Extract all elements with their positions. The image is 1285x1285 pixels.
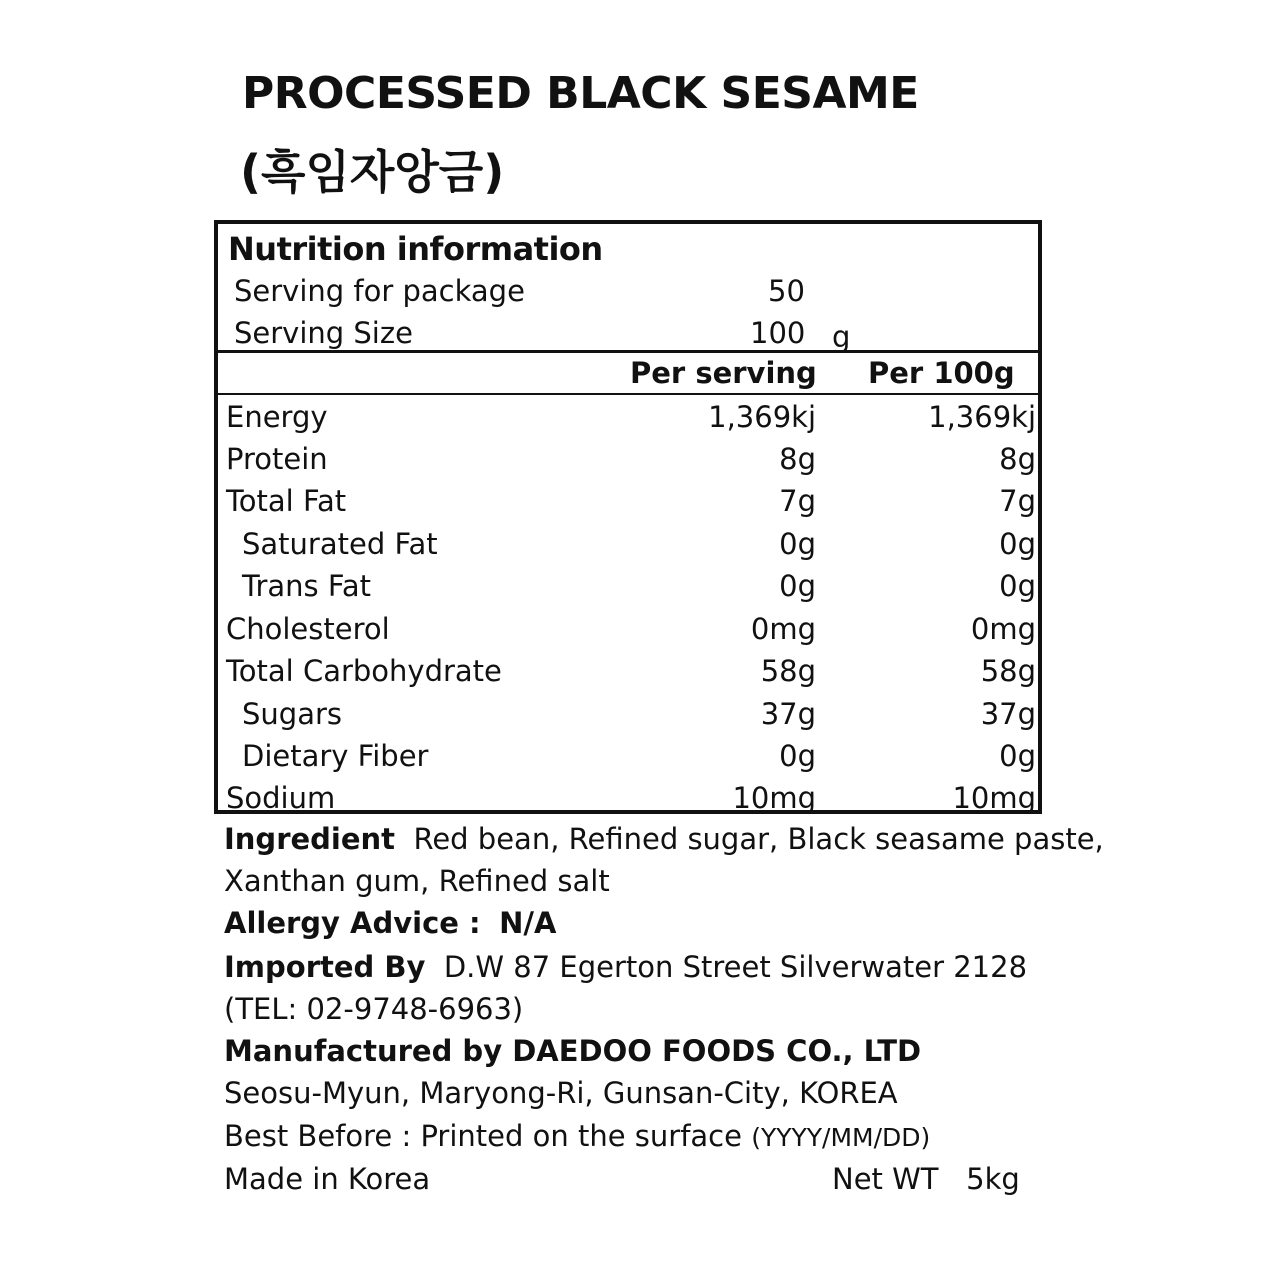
- nutrient-row-total-fat: [218, 484, 1038, 526]
- nutrient-row-dietary-fiber: [218, 739, 1038, 781]
- nutrient-label: Energy: [226, 400, 328, 434]
- nutrient-row-saturated-fat: [218, 527, 1038, 569]
- nutrient-row-total-carbohydrate: [218, 654, 1038, 696]
- nutrient-label: Saturated Fat: [242, 527, 438, 561]
- nutrient-row-sodium: [218, 781, 1038, 823]
- product-subtitle: (흑임자앙금): [240, 145, 505, 199]
- serving-size-value: 100: [750, 316, 806, 350]
- nutrient-per-100g: 1,369kj: [928, 400, 1036, 434]
- manufacturer-label: Manufactured by DAEDOO FOODS CO., LTD: [224, 1034, 922, 1068]
- net-weight: [832, 1162, 1020, 1196]
- imported-line: [224, 950, 1027, 984]
- net-weight-value: 5kg: [966, 1162, 1020, 1196]
- ingredient-line: [224, 822, 1104, 856]
- nutrition-panel-title: Nutrition information: [228, 230, 603, 268]
- nutrient-per-serving: 58g: [760, 654, 816, 688]
- nutrient-per-serving: 8g: [779, 442, 816, 476]
- imported-tel: (TEL: 02-9748-6963): [224, 992, 524, 1026]
- nutrient-per-100g: 58g: [980, 654, 1036, 688]
- nutrition-panel: [214, 220, 1042, 814]
- nutrient-per-100g: 0mg: [970, 612, 1036, 646]
- manufacturer-address: Seosu-Myun, Maryong-Ri, Gunsan-City, KOREA: [224, 1076, 898, 1110]
- allergy-line: [224, 906, 556, 940]
- nutrient-per-serving: 0g: [779, 739, 816, 773]
- nutrient-label: Cholesterol: [226, 612, 390, 646]
- nutrient-per-serving: 0g: [779, 569, 816, 603]
- panel-divider: [218, 350, 1038, 353]
- nutrient-row-energy: [218, 400, 1038, 442]
- ingredient-label: Ingredient: [224, 822, 396, 856]
- nutrient-per-100g: 10mg: [952, 781, 1036, 815]
- serving-for-package-value: 50: [768, 274, 805, 308]
- imported-label: Imported By: [224, 950, 426, 984]
- column-header-per-serving: Per serving: [630, 356, 817, 390]
- best-before-format: (YYYY/MM/DD): [751, 1123, 931, 1152]
- nutrient-row-protein: [218, 442, 1038, 484]
- nutrient-label: Protein: [226, 442, 328, 476]
- nutrient-row-trans-fat: [218, 569, 1038, 611]
- nutrient-per-100g: 0g: [999, 527, 1036, 561]
- net-weight-label: Net WT: [832, 1162, 939, 1196]
- nutrient-per-serving: 0g: [779, 527, 816, 561]
- serving-size-unit: g: [832, 320, 851, 354]
- nutrient-label: Dietary Fiber: [242, 739, 429, 773]
- nutrient-label: Sugars: [242, 697, 342, 731]
- nutrient-row-sugars: [218, 697, 1038, 739]
- imported-value: D.W 87 Egerton Street Silverwater 2128: [443, 950, 1028, 984]
- origin: Made in Korea: [224, 1162, 431, 1196]
- best-before-line: [224, 1119, 930, 1153]
- allergy-label: Allergy Advice :: [224, 906, 481, 940]
- nutrient-per-serving: 10mg: [732, 781, 816, 815]
- nutrient-per-serving: 0mg: [750, 612, 816, 646]
- nutrient-per-100g: 0g: [999, 569, 1036, 603]
- allergy-value: N/A: [499, 906, 557, 940]
- nutrient-per-serving: 7g: [779, 484, 816, 518]
- nutrient-label: Trans Fat: [242, 569, 372, 603]
- nutrient-per-100g: 0g: [999, 739, 1036, 773]
- nutrient-label: Sodium: [226, 781, 336, 815]
- ingredient-text-continued: Xanthan gum, Refined salt: [224, 864, 610, 898]
- column-header-per-100g: Per 100g: [868, 356, 1015, 390]
- nutrient-label: Total Carbohydrate: [226, 654, 502, 688]
- serving-size-label: Serving Size: [234, 316, 413, 350]
- best-before-label: Best Before : Printed on the surface: [224, 1119, 742, 1153]
- nutrient-label: Total Fat: [226, 484, 347, 518]
- nutrient-per-100g: 37g: [980, 697, 1036, 731]
- nutrient-row-cholesterol: [218, 612, 1038, 654]
- ingredient-text: Red bean, Refined sugar, Black seasame paste,: [413, 822, 1104, 856]
- nutrient-per-100g: 7g: [999, 484, 1036, 518]
- nutrient-per-100g: 8g: [999, 442, 1036, 476]
- serving-for-package-label: Serving for package: [234, 274, 525, 308]
- nutrient-per-serving: 37g: [760, 697, 816, 731]
- panel-divider: [218, 393, 1038, 395]
- product-title: PROCESSED BLACK SESAME: [242, 68, 919, 119]
- nutrient-per-serving: 1,369kj: [708, 400, 816, 434]
